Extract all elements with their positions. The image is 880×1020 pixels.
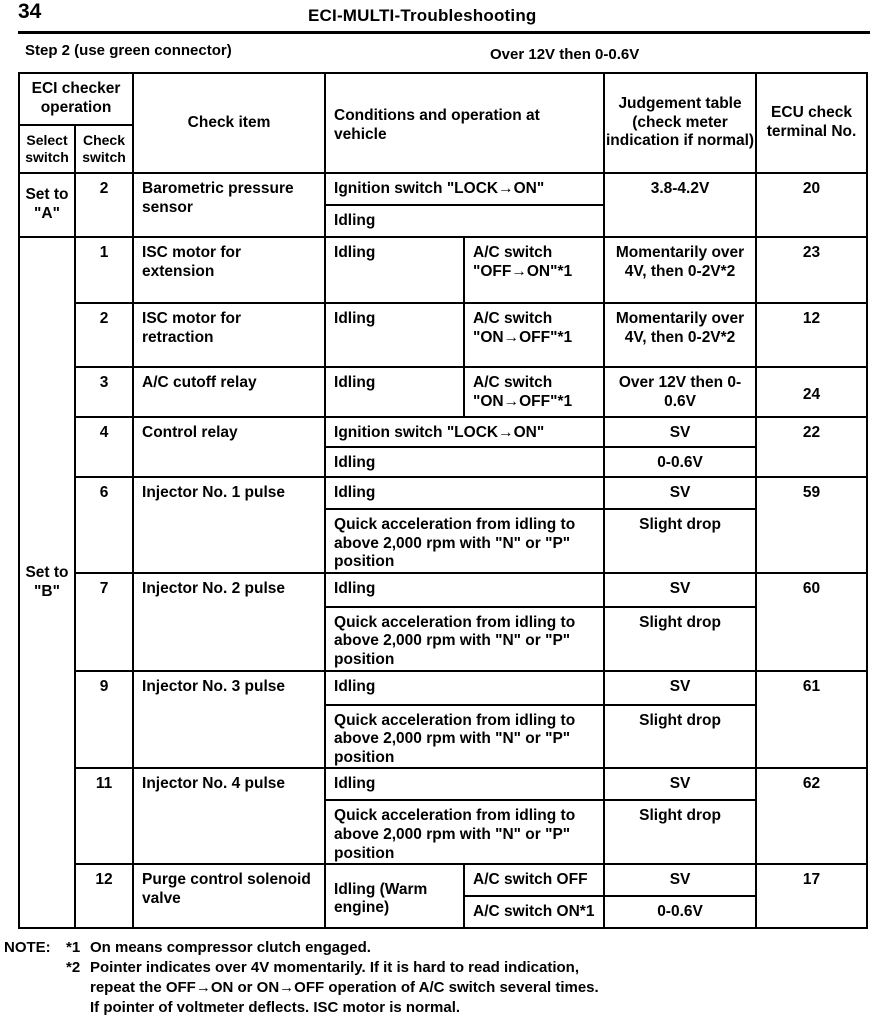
check-switch-value: 6	[75, 477, 133, 573]
check-switch-value: 2	[75, 173, 133, 237]
condition: Idling	[325, 768, 604, 800]
condition: Idling	[325, 671, 604, 705]
troubleshooting-table	[18, 72, 868, 929]
judgement-value: Slight drop	[604, 800, 756, 864]
page-number: 34	[18, 0, 42, 23]
judgement-value: SV	[604, 671, 756, 705]
condition: Idling (Warm engine)	[325, 864, 464, 928]
judgement-value: SV	[604, 573, 756, 607]
terminal-header: ECU check terminal No.	[756, 73, 867, 173]
judgement-value: Slight drop	[604, 705, 756, 769]
select-switch-a: Set to "A"	[19, 173, 75, 237]
check-switch-value: 7	[75, 573, 133, 671]
note-marker: *1	[66, 939, 81, 956]
terminal-number: 23	[756, 237, 867, 303]
condition: Quick acceleration from idling to above 2,000 rpm with "N" or "P" position	[325, 800, 604, 864]
terminal-number: 12	[756, 303, 867, 367]
check-switch-value: 9	[75, 671, 133, 769]
notes	[4, 938, 864, 1018]
check-switch-value: 12	[75, 864, 133, 928]
header-rule	[18, 31, 870, 34]
check-item: Purge control solenoid valve	[133, 864, 325, 928]
check-switch-value: 11	[75, 768, 133, 864]
condition: Ignition switch "LOCK→ON"	[325, 173, 604, 205]
terminal-number: 60	[756, 573, 867, 671]
condition: Quick acceleration from idling to above 2,000 rpm with "N" or "P" position	[325, 705, 604, 769]
condition: Ignition switch "LOCK→ON"	[325, 417, 604, 447]
check-item-header: Check item	[133, 73, 325, 173]
step-note: Over 12V then 0-0.6V	[490, 46, 640, 63]
note-text: On means compressor clutch engaged.	[90, 939, 371, 956]
judgement-value: Momentarily over 4V, then 0-2V*2	[604, 237, 756, 303]
terminal-number: 59	[756, 477, 867, 573]
check-switch-header: Check switch	[75, 125, 133, 173]
judgement-header: Judgement table (check meter indication if normal)	[604, 73, 756, 173]
check-switch-value: 4	[75, 417, 133, 477]
check-item: Control relay	[133, 417, 325, 477]
condition: Idling	[325, 237, 464, 303]
terminal-number: 24	[756, 367, 867, 417]
judgement-value: 0-0.6V	[604, 896, 756, 928]
judgement-value: Slight drop	[604, 509, 756, 573]
judgement-value: SV	[604, 864, 756, 896]
judgement-value: SV	[604, 477, 756, 509]
judgement-value: 3.8-4.2V	[604, 173, 756, 237]
sub-condition: A/C switch "OFF→ON"*1	[464, 237, 604, 303]
sub-condition: A/C switch "ON→OFF"*1	[464, 303, 604, 367]
condition: Idling	[325, 367, 464, 417]
check-item: Injector No. 2 pulse	[133, 573, 325, 671]
note-text: If pointer of voltmeter deflects. ISC motor is normal.	[90, 999, 461, 1016]
condition: Quick acceleration from idling to above 2,000 rpm with "N" or "P" position	[325, 509, 604, 573]
note-label: NOTE:	[4, 939, 51, 956]
check-switch-value: 1	[75, 237, 133, 303]
check-item: Injector No. 3 pulse	[133, 671, 325, 769]
eci-checker-header: ECI checker operation	[19, 73, 133, 125]
judgement-value: 0-0.6V	[604, 447, 756, 477]
condition: Idling	[325, 205, 604, 237]
check-item: Injector No. 4 pulse	[133, 768, 325, 864]
check-item: ISC motor for extension	[133, 237, 325, 303]
terminal-number: 61	[756, 671, 867, 769]
sub-condition: A/C switch OFF	[464, 864, 604, 896]
condition: Quick acceleration from idling to above 2,000 rpm with "N" or "P" position	[325, 607, 604, 671]
judgement-value: Slight drop	[604, 607, 756, 671]
page-title: ECI-MULTI-Troubleshooting	[308, 6, 537, 25]
terminal-number: 22	[756, 417, 867, 477]
judgement-value: SV	[604, 768, 756, 800]
note-text: repeat the OFF→ON or ON→OFF operation of A/C switch several times.	[90, 979, 599, 996]
check-item: A/C cutoff relay	[133, 367, 325, 417]
select-switch-b: Set to "B"	[19, 237, 75, 928]
check-item: Barometric pressure sensor	[133, 173, 325, 237]
check-switch-value: 3	[75, 367, 133, 417]
check-switch-value: 2	[75, 303, 133, 367]
check-item: ISC motor for retraction	[133, 303, 325, 367]
terminal-number: 17	[756, 864, 867, 928]
judgement-value: SV	[604, 417, 756, 447]
judgement-value: Over 12V then 0-0.6V	[604, 367, 756, 417]
sub-condition: A/C switch "ON→OFF"*1	[464, 367, 604, 417]
terminal-number: 62	[756, 768, 867, 864]
judgement-value: Momentarily over 4V, then 0-2V*2	[604, 303, 756, 367]
select-switch-header: Select switch	[19, 125, 75, 173]
sub-condition: A/C switch ON*1	[464, 896, 604, 928]
terminal-number: 20	[756, 173, 867, 237]
condition: Idling	[325, 573, 604, 607]
check-item: Injector No. 1 pulse	[133, 477, 325, 573]
condition: Idling	[325, 447, 604, 477]
conditions-header: Conditions and operation at vehicle	[325, 73, 604, 173]
condition: Idling	[325, 477, 604, 509]
note-marker: *2	[66, 959, 81, 976]
step-label: Step 2 (use green connector)	[25, 42, 232, 59]
note-text: Pointer indicates over 4V momentarily. If it is hard to read indication,	[90, 959, 580, 976]
condition: Idling	[325, 303, 464, 367]
